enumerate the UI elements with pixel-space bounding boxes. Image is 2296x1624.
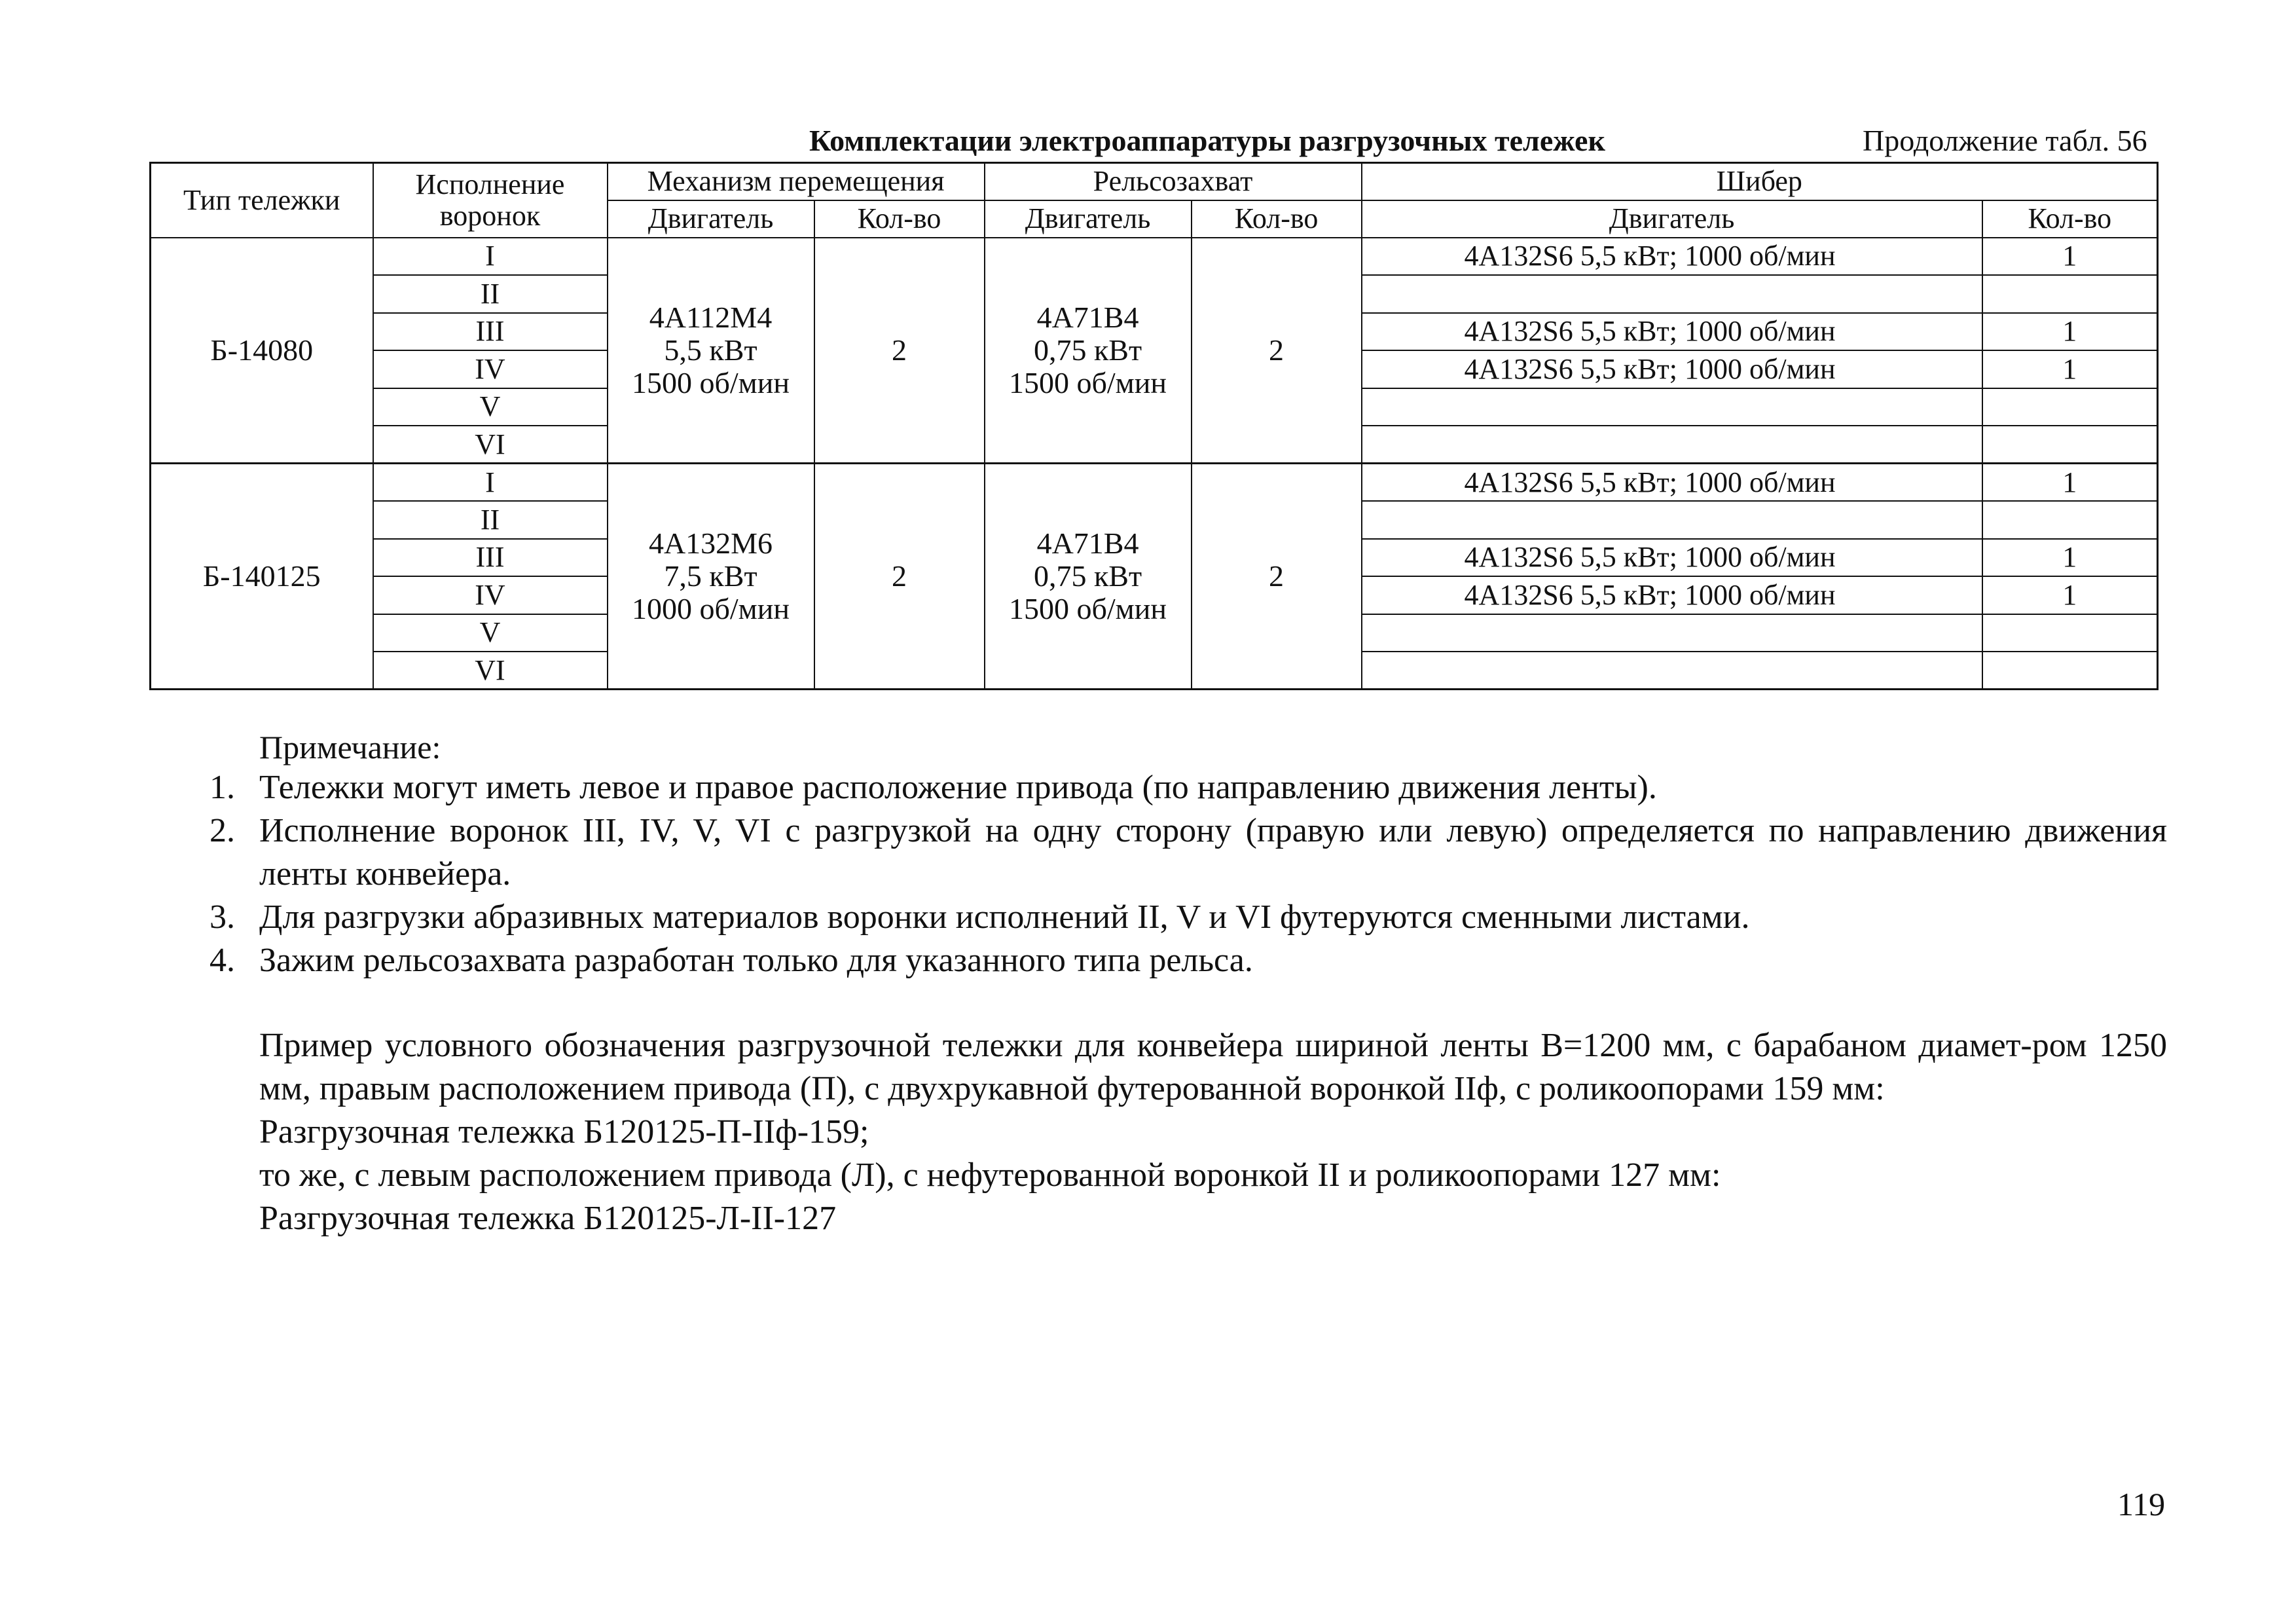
mech-engine-cell	[608, 464, 814, 690]
funnel-cell: II	[373, 501, 608, 539]
funnel-cell: V	[373, 614, 608, 652]
gate-qty-cell: 1	[1982, 350, 2158, 388]
header-rail-engine: Двигатель	[985, 200, 1192, 238]
rail-engine-line: 4А71В4	[1036, 526, 1139, 561]
table-row	[151, 238, 2158, 276]
gate-engine-cell: 4А132S6 5,5 кВт; 1000 об/мин	[1362, 464, 1982, 502]
note-item	[210, 809, 2167, 896]
table-header-row	[151, 163, 2158, 200]
mech-engine-line: 7,5 кВт	[664, 559, 757, 593]
note-text: Зажим рельсозахвата разработан только для указанного типа рельса.	[259, 942, 1253, 979]
note-item	[210, 766, 2167, 809]
mech-engine-line: 4А112М4	[649, 301, 773, 335]
note-text: Для разгрузки абразивных материалов воронки исполнений II, V и VI футеруются сменными листами.	[259, 898, 1750, 936]
note-number: 3.	[210, 898, 235, 936]
funnel-cell: I	[373, 464, 608, 502]
designation-example	[259, 1024, 2167, 1240]
header-gate-qty: Кол-во	[1982, 200, 2158, 238]
notes-heading: Примечание:	[259, 729, 441, 766]
note-text: Исполнение воронок III, IV, V, VI с разгрузкой на одну сторону (правую или левую) определяется по направлению движения ленты конвейера.	[259, 812, 2167, 893]
mech-engine-line: 4А132М6	[648, 526, 773, 561]
mech-qty-cell: 2	[814, 238, 985, 464]
rail-engine-line: 4А71В4	[1036, 301, 1139, 335]
example-same-left: то же, с левым расположением привода (Л), с нефутерованной воронкой II и роликоопорами 127 мм:	[259, 1156, 1721, 1194]
rail-qty-cell: 2	[1192, 464, 1362, 690]
cart-type-cell: Б-140125	[151, 464, 373, 690]
note-item	[210, 896, 2167, 939]
header-mech-qty: Кол-во	[814, 200, 985, 238]
example-intro: Пример условного обозначения разгрузочной тележки для конвейера шириной ленты В=1200 мм, с барабаном диамет-ром 1250 мм, правым расположением привода (П), с двухрукавной футерованной воронкой IIф, с роликоопорами 159 мм:	[259, 1027, 2167, 1107]
rail-engine-line: 0,75 кВт	[1033, 333, 1142, 367]
gate-engine-cell: 4А132S6 5,5 кВт; 1000 об/мин	[1362, 313, 1982, 351]
header-funnel	[373, 163, 608, 238]
header-rail-qty: Кол-во	[1192, 200, 1362, 238]
gate-qty-cell: 1	[1982, 576, 2158, 614]
mech-engine-line: 5,5 кВт	[664, 333, 757, 367]
header-gate-engine: Двигатель	[1362, 200, 1982, 238]
gate-qty-cell	[1982, 426, 2158, 464]
gate-qty-cell: 1	[1982, 313, 2158, 351]
funnel-cell: VI	[373, 652, 608, 690]
funnel-cell: III	[373, 313, 608, 351]
note-number: 2.	[210, 812, 235, 849]
gate-qty-cell	[1982, 501, 2158, 539]
gate-qty-cell	[1982, 275, 2158, 313]
gate-engine-cell: 4А132S6 5,5 кВт; 1000 об/мин	[1362, 576, 1982, 614]
gate-engine-cell	[1362, 614, 1982, 652]
gate-engine-cell	[1362, 652, 1982, 690]
page-number: 119	[2117, 1486, 2166, 1522]
example-designation-left: Разгрузочная тележка Б120125-Л-II-127	[259, 1200, 837, 1237]
mech-qty-cell: 2	[814, 464, 985, 690]
rail-engine-cell	[985, 238, 1192, 464]
rail-engine-line: 1500 об/мин	[1009, 365, 1167, 399]
funnel-cell: VI	[373, 426, 608, 464]
table-continuation-label: Продолжение табл. 56	[1863, 124, 2147, 157]
header-gate: Шибер	[1362, 163, 2158, 200]
table-row	[151, 464, 2158, 502]
funnel-cell: II	[373, 275, 608, 313]
cart-type-cell: Б-14080	[151, 238, 373, 464]
example-designation-right: Разгрузочная тележка Б120125-П-IIф-159;	[259, 1113, 869, 1151]
mech-engine-cell	[608, 238, 814, 464]
note-number: 1.	[210, 769, 235, 806]
gate-engine-cell: 4А132S6 5,5 кВт; 1000 об/мин	[1362, 350, 1982, 388]
header-funnel-line1: Исполнение	[415, 168, 565, 201]
gate-qty-cell	[1982, 388, 2158, 426]
gate-qty-cell: 1	[1982, 464, 2158, 502]
gate-engine-cell: 4А132S6 5,5 кВт; 1000 об/мин	[1362, 539, 1982, 577]
rail-engine-line: 0,75 кВт	[1033, 559, 1142, 593]
gate-engine-cell: 4А132S6 5,5 кВт; 1000 об/мин	[1362, 238, 1982, 276]
gate-engine-cell	[1362, 275, 1982, 313]
header-funnel-line2: воронок	[439, 199, 541, 232]
gate-qty-cell: 1	[1982, 539, 2158, 577]
table-caption-title: Комплектации электроаппаратуры разгрузочных тележек	[809, 124, 1605, 157]
note-number: 4.	[210, 942, 235, 979]
rail-engine-line: 1500 об/мин	[1009, 591, 1167, 625]
header-mech-engine: Двигатель	[608, 200, 814, 238]
funnel-cell: I	[373, 238, 608, 276]
funnel-cell: III	[373, 539, 608, 577]
note-text: Тележки могут иметь левое и правое расположение привода (по направлению движения ленты).	[259, 769, 1657, 806]
funnel-cell: IV	[373, 350, 608, 388]
gate-engine-cell	[1362, 501, 1982, 539]
rail-qty-cell: 2	[1192, 238, 1362, 464]
header-type: Тип тележки	[151, 163, 373, 238]
funnel-cell: V	[373, 388, 608, 426]
gate-qty-cell	[1982, 652, 2158, 690]
gate-qty-cell: 1	[1982, 238, 2158, 276]
gate-qty-cell	[1982, 614, 2158, 652]
mech-engine-line: 1000 об/мин	[631, 591, 790, 625]
funnel-cell: IV	[373, 576, 608, 614]
note-item	[210, 939, 2167, 982]
header-mechanism: Механизм перемещения	[608, 163, 985, 200]
rail-engine-cell	[985, 464, 1192, 690]
notes-list	[210, 766, 2167, 982]
mech-engine-line: 1500 об/мин	[631, 365, 790, 399]
gate-engine-cell	[1362, 388, 1982, 426]
header-rail-grip: Рельсозахват	[985, 163, 1362, 200]
gate-engine-cell	[1362, 426, 1982, 464]
equipment-table	[149, 162, 2159, 690]
